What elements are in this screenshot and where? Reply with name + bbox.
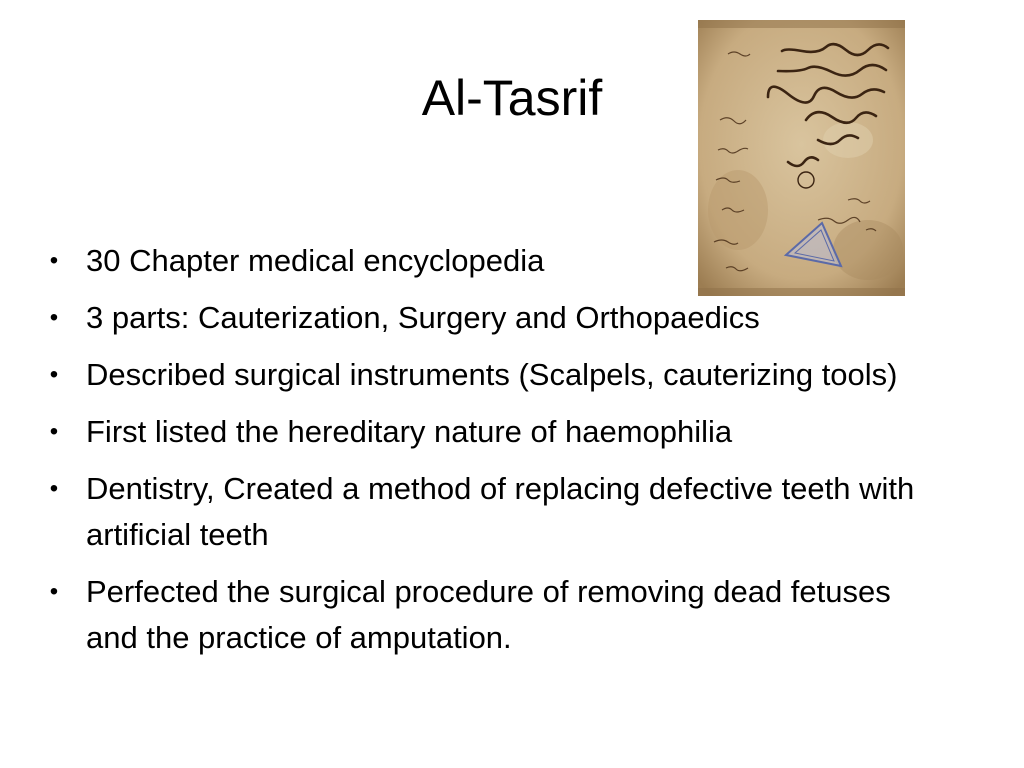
bullet-list — [44, 238, 944, 672]
bullet-icon: • — [49, 361, 59, 388]
bullet-icon: • — [49, 475, 59, 502]
slide-title: Al-Tasrif — [421, 70, 603, 126]
bullet-icon: • — [49, 418, 59, 445]
list-item — [44, 466, 944, 558]
bullet-icon: • — [49, 578, 59, 605]
bullet-icon: • — [49, 247, 59, 274]
list-item — [44, 295, 944, 341]
list-item — [44, 569, 944, 661]
list-item — [44, 409, 944, 455]
bullet-text: Described surgical instruments (Scalpels, cauterizing tools) — [86, 357, 898, 392]
list-item — [44, 352, 944, 398]
list-item — [44, 238, 944, 284]
bullet-text: Perfected the surgical procedure of removing dead fetuses and the practice of amputation. — [86, 574, 891, 655]
bullet-icon: • — [49, 304, 59, 331]
bullet-text: Dentistry, Created a method of replacing defective teeth with artificial teeth — [86, 471, 915, 552]
bullet-text: 30 Chapter medical encyclopedia — [86, 243, 545, 278]
bullet-text: First listed the hereditary nature of haemophilia — [86, 414, 733, 449]
bullet-text: 3 parts: Cauterization, Surgery and Orthopaedics — [86, 300, 760, 335]
